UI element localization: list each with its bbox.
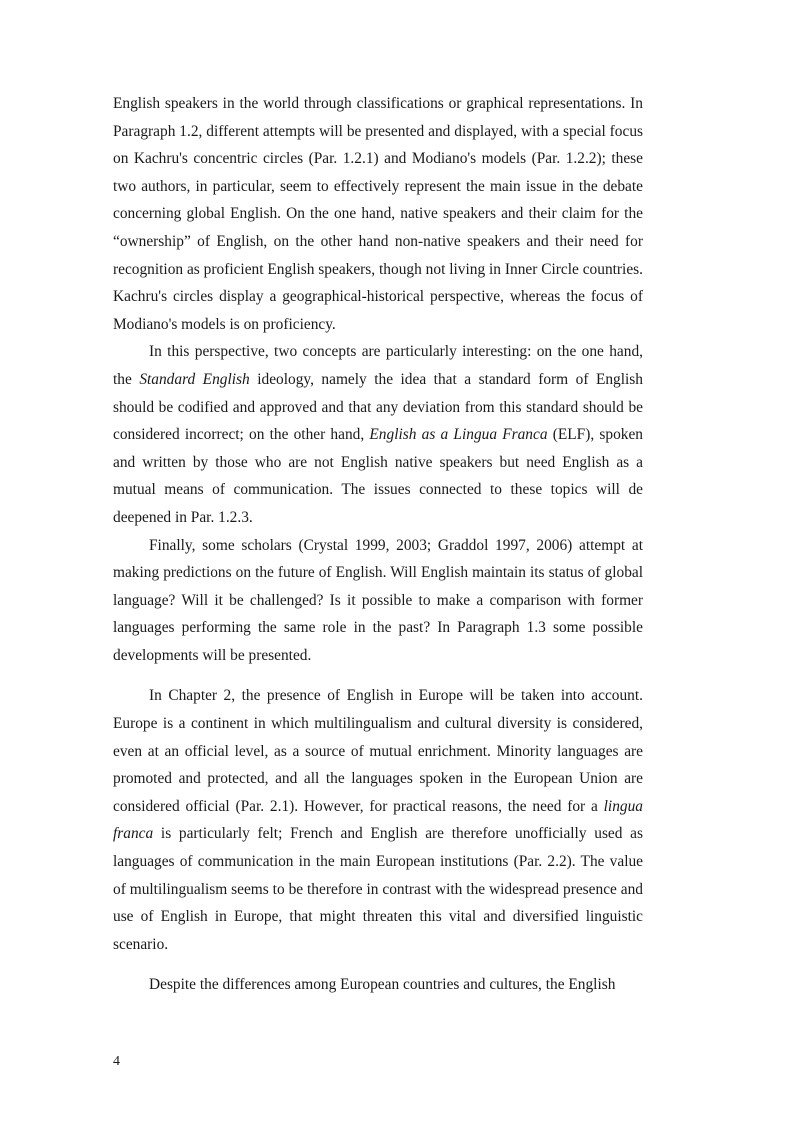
text-span: (ELF), spoken and written by those who are not English native speakers but need English as a mutual means of communication. The issues connected to these topics will de deepened in Par. 1.2.3. — [113, 426, 643, 526]
text-span: Finally, some scholars (Crystal 1999, 2003; Graddol 1997, 2006) attempt at making predictions on the future of English. Will English maintain its status of global language? Will it be challenged? Is it possible to make a comparison with former languages performing the same role in the past? In Paragraph 1.3 some possible developments will be presented. — [113, 536, 643, 664]
italic-term-standard-english: Standard English — [139, 370, 250, 388]
document-body — [113, 90, 643, 999]
text-span: In this perspective, two concepts are particularly interesting: on the one hand, the — [113, 343, 643, 388]
italic-term-lingua-franca: lingua franca — [113, 797, 643, 843]
paragraph-1 — [113, 90, 643, 338]
paragraph-5 — [113, 971, 643, 999]
paragraph-3 — [113, 532, 643, 670]
text-span: English speakers in the world through classifications or graphical representations. In Paragraph 1.2, different attempts will be presented and displayed, with a special focus on Kachru's concentric circles (Par. 1.2.1) and Modiano's models (Par. 1.2.2); these two authors, in particular, seem to effectively represent the main issue in the debate concerning global English. On the one hand, native speakers and their claim for the “ownership” of English, on the other hand non-native speakers and their need for recognition as proficient English speakers, though not living in Inner Circle countries. Kachru's circles display a geographical-historical perspective, whereas the focus of Modiano's models is on proficiency. — [113, 95, 643, 333]
page-number: 4 — [113, 1054, 120, 1069]
text-span: is particularly felt; French and English are therefore unofficially used as languages of communication in the main European institutions (Par. 2.2). The value of multilingualism seems to be therefore in contrast with the widespread presence and use of English in Europe, that might threaten this vital and diversified linguistic scenario. — [113, 825, 643, 953]
paragraph-2 — [113, 338, 643, 531]
paragraph-4 — [113, 682, 643, 958]
paragraph-gap — [113, 958, 643, 971]
paragraph-gap — [113, 669, 643, 682]
text-span: Despite the differences among European countries and cultures, the English — [149, 976, 616, 994]
text-span: In Chapter 2, the presence of English in Europe will be taken into account. Europe is a continent in which multilingualism and cultural diversity is considered, even at an official level, as a source of mutual enrichment. Minority languages are promoted and protected, and all the languages spoken in the European Union are considered official (Par. 2.1). However, for practical reasons, the need for a — [113, 687, 643, 815]
text-span: ideology, namely the idea that a standard form of English should be codified and approved and that any deviation from this standard should be considered incorrect; on the other hand, — [113, 370, 643, 444]
italic-term-elf: English as a Lingua Franca — [369, 426, 548, 444]
